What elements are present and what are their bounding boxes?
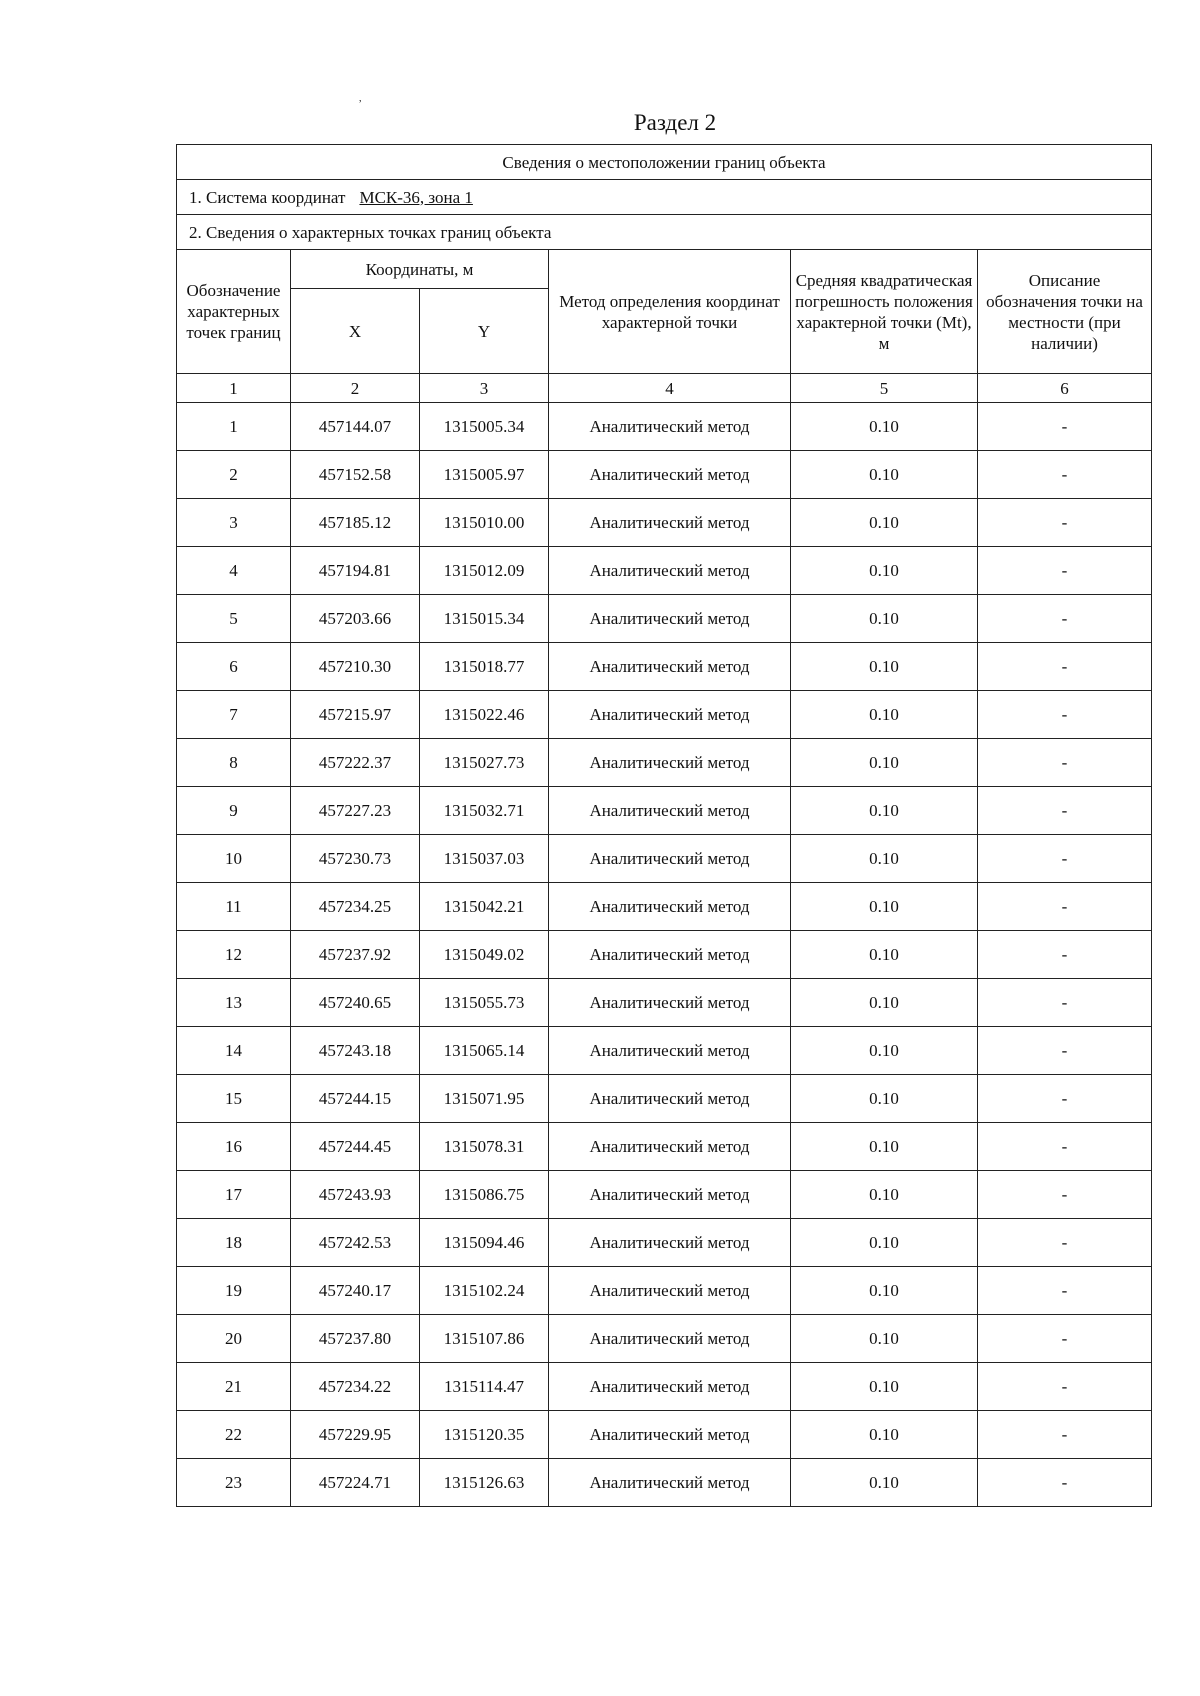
method-cell	[549, 1171, 791, 1219]
description-cell: -	[978, 1123, 1152, 1171]
description-cell: -	[978, 403, 1152, 451]
table-title: Сведения о местоположении границ объекта	[177, 145, 1152, 180]
point-number-cell: 23	[177, 1459, 291, 1507]
point-number-cell: 14	[177, 1027, 291, 1075]
point-number-cell: 1	[177, 403, 291, 451]
y-coordinate-cell: 1315037.03	[420, 835, 549, 883]
method-cell	[549, 643, 791, 691]
method-cell	[549, 451, 791, 499]
method-text: Аналитический метод	[589, 1425, 750, 1444]
point-number-cell: 15	[177, 1075, 291, 1123]
x-coordinate-cell: 457243.93	[291, 1171, 420, 1219]
x-coordinate-cell: 457227.23	[291, 787, 420, 835]
coord-system-row	[177, 180, 1152, 215]
description-cell: -	[978, 1219, 1152, 1267]
error-cell: 0.10	[791, 403, 978, 451]
y-coordinate-cell: 1315018.77	[420, 643, 549, 691]
points-section-title: 2. Сведения о характерных точках границ объекта	[177, 215, 1152, 250]
x-coordinate-cell: 457240.17	[291, 1267, 420, 1315]
table-row	[177, 979, 1152, 1027]
method-cell	[549, 835, 791, 883]
method-text: Аналитический метод	[589, 801, 750, 820]
method-text: Аналитический метод	[589, 849, 750, 868]
x-coordinate-cell: 457224.71	[291, 1459, 420, 1507]
method-cell	[549, 883, 791, 931]
description-cell: -	[978, 643, 1152, 691]
error-cell: 0.10	[791, 1267, 978, 1315]
error-cell: 0.10	[791, 1411, 978, 1459]
method-cell	[549, 595, 791, 643]
point-number-cell: 7	[177, 691, 291, 739]
method-cell	[549, 499, 791, 547]
method-text: Аналитический метод	[589, 561, 750, 580]
error-cell: 0.10	[791, 1075, 978, 1123]
table-row	[177, 1267, 1152, 1315]
table-row	[177, 451, 1152, 499]
x-coordinate-cell: 457242.53	[291, 1219, 420, 1267]
table-row	[177, 595, 1152, 643]
table-row	[177, 1123, 1152, 1171]
method-text: Аналитический метод	[589, 1137, 750, 1156]
method-text: Аналитический метод	[589, 1185, 750, 1204]
method-text: Аналитический метод	[589, 705, 750, 724]
y-coordinate-cell: 1315126.63	[420, 1459, 549, 1507]
error-cell: 0.10	[791, 883, 978, 931]
header-designation: Обозначение характерных точек границ	[177, 250, 291, 374]
table-row	[177, 1171, 1152, 1219]
coord-system-label: 1. Система координат	[189, 187, 346, 207]
method-cell	[549, 403, 791, 451]
description-cell: -	[978, 1171, 1152, 1219]
boundary-points-table	[176, 144, 1152, 1507]
method-text: Аналитический метод	[589, 1041, 750, 1060]
error-cell: 0.10	[791, 1363, 978, 1411]
y-coordinate-cell: 1315012.09	[420, 547, 549, 595]
x-coordinate-cell: 457144.07	[291, 403, 420, 451]
description-cell: -	[978, 1411, 1152, 1459]
table-row	[177, 1315, 1152, 1363]
y-coordinate-cell: 1315042.21	[420, 883, 549, 931]
column-number: 3	[420, 374, 549, 403]
description-cell: -	[978, 835, 1152, 883]
y-coordinate-cell: 1315071.95	[420, 1075, 549, 1123]
description-cell: -	[978, 1363, 1152, 1411]
description-cell: -	[978, 595, 1152, 643]
method-cell	[549, 1027, 791, 1075]
description-cell: -	[978, 1459, 1152, 1507]
description-cell: -	[978, 691, 1152, 739]
method-text: Аналитический метод	[589, 1089, 750, 1108]
point-number-cell: 3	[177, 499, 291, 547]
x-coordinate-cell: 457194.81	[291, 547, 420, 595]
method-cell	[549, 931, 791, 979]
method-text: Аналитический метод	[589, 465, 750, 484]
point-number-cell: 11	[177, 883, 291, 931]
point-number-cell: 16	[177, 1123, 291, 1171]
description-cell: -	[978, 883, 1152, 931]
method-text: Аналитический метод	[589, 945, 750, 964]
method-cell	[549, 1219, 791, 1267]
header-error: Средняя квадратическая погрешность положения характерной точки (Mt), м	[791, 250, 978, 374]
table-row	[177, 403, 1152, 451]
table-row	[177, 931, 1152, 979]
table-row	[177, 1219, 1152, 1267]
description-cell: -	[978, 739, 1152, 787]
y-coordinate-cell: 1315055.73	[420, 979, 549, 1027]
method-cell	[549, 547, 791, 595]
point-number-cell: 12	[177, 931, 291, 979]
table-row	[177, 643, 1152, 691]
error-cell: 0.10	[791, 835, 978, 883]
method-text: Аналитический метод	[589, 753, 750, 772]
method-cell	[549, 979, 791, 1027]
point-number-cell: 22	[177, 1411, 291, 1459]
error-cell: 0.10	[791, 1315, 978, 1363]
header-x: X	[291, 289, 420, 374]
method-text: Аналитический метод	[589, 1473, 750, 1492]
x-coordinate-cell: 457240.65	[291, 979, 420, 1027]
error-cell: 0.10	[791, 1459, 978, 1507]
x-coordinate-cell: 457210.30	[291, 643, 420, 691]
method-cell	[549, 1267, 791, 1315]
description-cell: -	[978, 1027, 1152, 1075]
table-row	[177, 1363, 1152, 1411]
point-number-cell: 10	[177, 835, 291, 883]
method-cell	[549, 1459, 791, 1507]
x-coordinate-cell: 457215.97	[291, 691, 420, 739]
table-row	[177, 835, 1152, 883]
x-coordinate-cell: 457230.73	[291, 835, 420, 883]
column-number: 6	[978, 374, 1152, 403]
error-cell: 0.10	[791, 787, 978, 835]
scan-speck: ,	[359, 93, 362, 104]
table-row	[177, 1459, 1152, 1507]
table-row	[177, 1027, 1152, 1075]
error-cell: 0.10	[791, 1219, 978, 1267]
y-coordinate-cell: 1315065.14	[420, 1027, 549, 1075]
table-row	[177, 547, 1152, 595]
point-number-cell: 20	[177, 1315, 291, 1363]
error-cell: 0.10	[791, 979, 978, 1027]
y-coordinate-cell: 1315114.47	[420, 1363, 549, 1411]
x-coordinate-cell: 457243.18	[291, 1027, 420, 1075]
point-number-cell: 8	[177, 739, 291, 787]
y-coordinate-cell: 1315120.35	[420, 1411, 549, 1459]
description-cell: -	[978, 499, 1152, 547]
point-number-cell: 19	[177, 1267, 291, 1315]
y-coordinate-cell: 1315032.71	[420, 787, 549, 835]
method-text: Аналитический метод	[589, 1377, 750, 1396]
header-y: Y	[420, 289, 549, 374]
description-cell: -	[978, 1315, 1152, 1363]
y-coordinate-cell: 1315015.34	[420, 595, 549, 643]
y-coordinate-cell: 1315078.31	[420, 1123, 549, 1171]
header-description: Описание обозначения точки на местности (при наличии)	[978, 250, 1152, 374]
method-cell	[549, 1123, 791, 1171]
point-number-cell: 5	[177, 595, 291, 643]
y-coordinate-cell: 1315086.75	[420, 1171, 549, 1219]
table-row	[177, 691, 1152, 739]
x-coordinate-cell: 457244.15	[291, 1075, 420, 1123]
description-cell: -	[978, 451, 1152, 499]
y-coordinate-cell: 1315005.34	[420, 403, 549, 451]
error-cell: 0.10	[791, 691, 978, 739]
table-row	[177, 739, 1152, 787]
x-coordinate-cell: 457152.58	[291, 451, 420, 499]
x-coordinate-cell: 457237.80	[291, 1315, 420, 1363]
x-coordinate-cell: 457237.92	[291, 931, 420, 979]
description-cell: -	[978, 1075, 1152, 1123]
method-text: Аналитический метод	[589, 1233, 750, 1252]
method-cell	[549, 1411, 791, 1459]
error-cell: 0.10	[791, 931, 978, 979]
description-cell: -	[978, 547, 1152, 595]
error-cell: 0.10	[791, 1123, 978, 1171]
header-method: Метод определения координат характерной точки	[549, 250, 791, 374]
point-number-cell: 6	[177, 643, 291, 691]
method-cell	[549, 1075, 791, 1123]
point-number-cell: 4	[177, 547, 291, 595]
description-cell: -	[978, 1267, 1152, 1315]
x-coordinate-cell: 457244.45	[291, 1123, 420, 1171]
method-cell	[549, 739, 791, 787]
x-coordinate-cell: 457234.22	[291, 1363, 420, 1411]
method-text: Аналитический метод	[589, 417, 750, 436]
y-coordinate-cell: 1315107.86	[420, 1315, 549, 1363]
x-coordinate-cell: 457203.66	[291, 595, 420, 643]
y-coordinate-cell: 1315027.73	[420, 739, 549, 787]
column-number: 2	[291, 374, 420, 403]
method-text: Аналитический метод	[589, 513, 750, 532]
header-coordinates: Координаты, м	[291, 250, 549, 289]
y-coordinate-cell: 1315022.46	[420, 691, 549, 739]
point-number-cell: 17	[177, 1171, 291, 1219]
description-cell: -	[978, 931, 1152, 979]
column-number: 1	[177, 374, 291, 403]
method-text: Аналитический метод	[589, 609, 750, 628]
x-coordinate-cell: 457234.25	[291, 883, 420, 931]
method-text: Аналитический метод	[589, 993, 750, 1012]
error-cell: 0.10	[791, 451, 978, 499]
point-number-cell: 18	[177, 1219, 291, 1267]
method-cell	[549, 1363, 791, 1411]
method-text: Аналитический метод	[589, 657, 750, 676]
table-row	[177, 787, 1152, 835]
y-coordinate-cell: 1315049.02	[420, 931, 549, 979]
error-cell: 0.10	[791, 739, 978, 787]
table-row	[177, 1075, 1152, 1123]
method-cell	[549, 691, 791, 739]
table-row	[177, 499, 1152, 547]
column-number: 4	[549, 374, 791, 403]
method-text: Аналитический метод	[589, 1329, 750, 1348]
coord-system-value: МСК-36, зона 1	[359, 187, 473, 207]
error-cell: 0.10	[791, 1027, 978, 1075]
y-coordinate-cell: 1315102.24	[420, 1267, 549, 1315]
x-coordinate-cell: 457229.95	[291, 1411, 420, 1459]
method-cell	[549, 1315, 791, 1363]
error-cell: 0.10	[791, 547, 978, 595]
point-number-cell: 9	[177, 787, 291, 835]
method-text: Аналитический метод	[589, 897, 750, 916]
method-cell	[549, 787, 791, 835]
x-coordinate-cell: 457222.37	[291, 739, 420, 787]
description-cell: -	[978, 787, 1152, 835]
y-coordinate-cell: 1315094.46	[420, 1219, 549, 1267]
point-number-cell: 13	[177, 979, 291, 1027]
error-cell: 0.10	[791, 595, 978, 643]
point-number-cell: 21	[177, 1363, 291, 1411]
table-row	[177, 1411, 1152, 1459]
column-number: 5	[791, 374, 978, 403]
y-coordinate-cell: 1315005.97	[420, 451, 549, 499]
error-cell: 0.10	[791, 499, 978, 547]
method-text: Аналитический метод	[589, 1281, 750, 1300]
description-cell: -	[978, 979, 1152, 1027]
page-title: Раздел 2	[633, 110, 717, 135]
error-cell: 0.10	[791, 643, 978, 691]
point-number-cell: 2	[177, 451, 291, 499]
y-coordinate-cell: 1315010.00	[420, 499, 549, 547]
x-coordinate-cell: 457185.12	[291, 499, 420, 547]
table-row	[177, 883, 1152, 931]
error-cell: 0.10	[791, 1171, 978, 1219]
